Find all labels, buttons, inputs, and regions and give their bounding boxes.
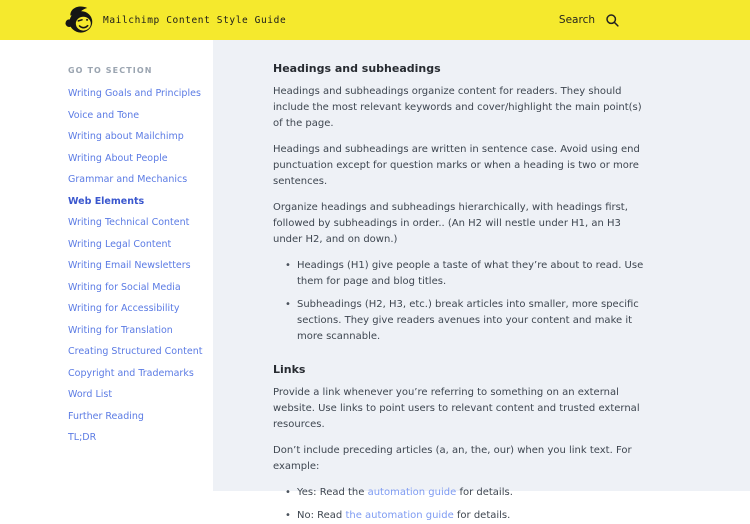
page-body	[0, 40, 750, 521]
sidebar-item[interactable]: Writing Email Newsletters	[68, 260, 191, 271]
sidebar-item[interactable]: Writing for Social Media	[68, 281, 181, 293]
sidebar-item[interactable]: Writing for Translation	[68, 324, 173, 336]
sidebar-item[interactable]: Grammar and Mechanics	[68, 174, 188, 185]
sidebar-item[interactable]: Writing About People	[68, 152, 168, 164]
section-heading: Links	[273, 363, 306, 376]
content-section	[273, 62, 649, 345]
sidebar-nav	[0, 40, 213, 491]
paragraph: Provide a link whenever you’re referring to something on an external website. Use links to point users to relevant content and trusted external resources.	[273, 387, 640, 430]
search-label: Search	[558, 14, 595, 26]
section-heading: Headings and subheadings	[273, 62, 441, 75]
list-item: • Yes: Read the automation guide for details.	[285, 485, 649, 501]
content-column	[273, 62, 649, 524]
sidebar-item[interactable]: Copyright and Trademarks	[68, 367, 194, 379]
paragraph: Headings and subheadings organize content for readers. They should include the most relevant keywords and cover/highlight the main point(s) of the page.	[273, 86, 642, 129]
sidebar-item[interactable]: Creating Structured Content	[68, 346, 203, 357]
list-item: • Headings (H1) give people a taste of what they’re about to read. Use them for page and blog titles.	[285, 258, 649, 290]
list-item: • Subheadings (H2, H3, etc.) break articles into smaller, more specific sections. They give readers avenues into your content and make it more scannable.	[285, 297, 649, 345]
brand-link[interactable]	[64, 5, 286, 35]
sidebar-item[interactable]: TL;DR	[68, 432, 97, 443]
mailchimp-freddie-logo-icon	[64, 5, 95, 35]
sidebar-item[interactable]: Word List	[68, 389, 113, 400]
bullet-list	[285, 258, 649, 345]
sidebar-list	[68, 89, 213, 444]
inline-link[interactable]: the automation guide	[345, 510, 454, 521]
main-content	[213, 40, 750, 521]
content-section	[273, 363, 649, 524]
sidebar-item[interactable]: Writing Legal Content	[68, 238, 172, 250]
top-bar	[0, 0, 750, 40]
sidebar-item[interactable]: Writing Technical Content	[68, 217, 190, 228]
sidebar-section-label: GO TO SECTION	[68, 66, 153, 75]
sidebar-item[interactable]: Writing about Mailchimp	[68, 131, 184, 142]
search-button[interactable]	[559, 0, 620, 40]
paragraph: Don’t include preceding articles (a, an, the, our) when you link text. For example:	[273, 445, 632, 472]
inline-link[interactable]: automation guide	[367, 487, 457, 498]
paragraph: Headings and subheadings are written in sentence case. Avoid using end punctuation except for question marks or when a heading is two or more sentences.	[273, 144, 640, 187]
bullet-list	[285, 485, 649, 524]
site-title: Mailchimp Content Style Guide	[103, 14, 287, 26]
sidebar-item[interactable]: Web Elements	[68, 195, 145, 207]
sidebar-item[interactable]: Voice and Tone	[68, 109, 140, 121]
search-icon	[605, 13, 620, 28]
sidebar-item[interactable]: Further Reading	[68, 410, 144, 422]
list-item: • No: Read the automation guide for details.	[285, 508, 649, 524]
paragraph: Organize headings and subheadings hierarchically, with headings first, followed by subheadings in order.. (An H2 will nestle under H1, an H3 under H2, and on down.)	[273, 202, 628, 245]
sidebar-item[interactable]: Writing Goals and Principles	[68, 88, 201, 99]
sidebar-item[interactable]: Writing for Accessibility	[68, 303, 180, 314]
